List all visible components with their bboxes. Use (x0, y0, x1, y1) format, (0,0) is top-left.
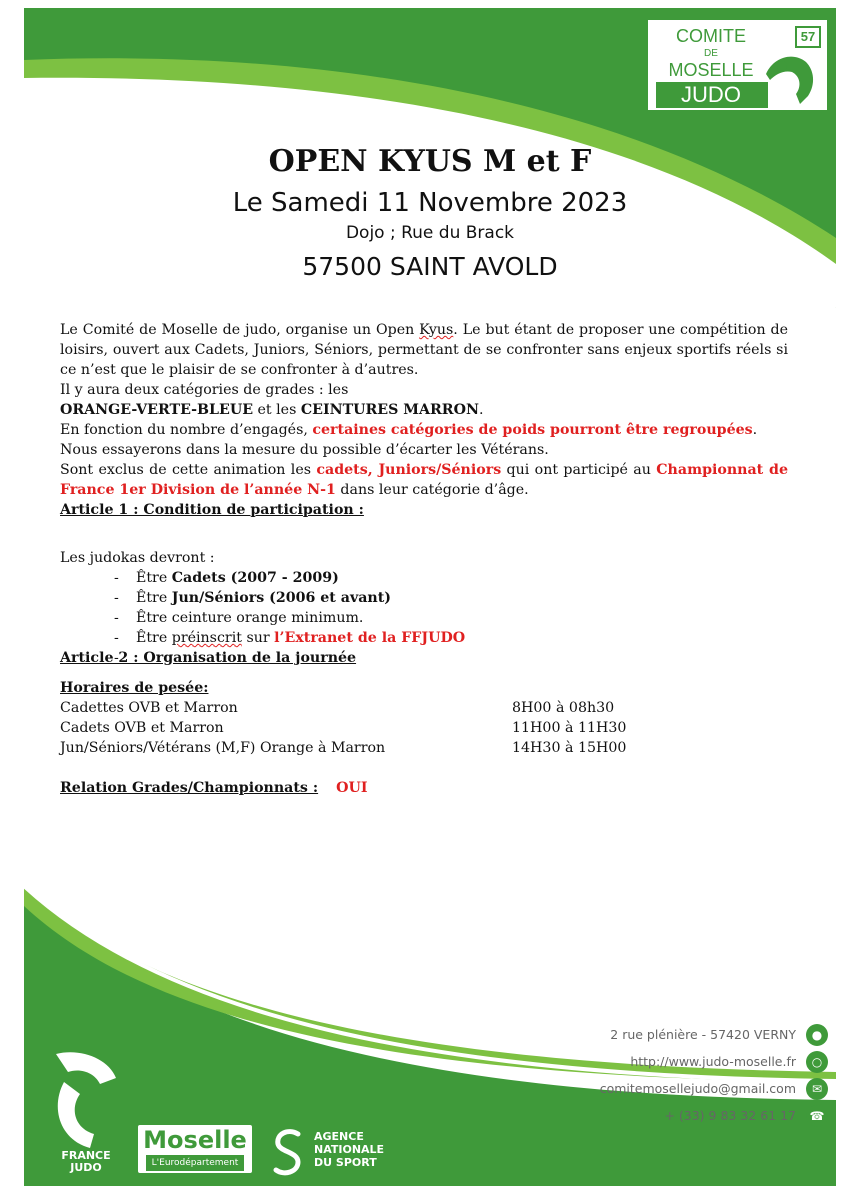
web-icon: ○ (806, 1051, 828, 1073)
venue-line: Dojo ; Rue du Brack (345, 223, 515, 243)
footer-website[interactable]: http://www.judo-moselle.fr (630, 1054, 796, 1069)
france-judo-text: FRANCE JUDO (61, 1149, 111, 1174)
table-row: Cadets OVB et Marron 11H00 à 11H30 (60, 720, 627, 736)
department-number-badge: 57 (795, 26, 821, 48)
logo-line-2: DE (704, 48, 718, 59)
grades-intro: Il y aura deux catégories de grades : les (60, 382, 349, 398)
weight-categories-note: En fonction du nombre d’engagés, certaines catégories de poids pourront être regroupées. (60, 422, 758, 438)
moselle-title: Moselle (143, 1126, 247, 1154)
veterans-note: Nous essayerons dans la mesure du possible d’écarter les Vétérans. (60, 442, 549, 458)
logo-line-1: COMITE (676, 26, 746, 46)
logo-line-3: MOSELLE (668, 60, 754, 80)
email-icon: ✉ (806, 1078, 828, 1100)
article-2-heading: Article 2 : Organisation de la journée (60, 650, 357, 666)
list-item: - Être Jun/Séniors (2006 et avant) (60, 588, 788, 608)
list-item: - Être ceinture orange minimum. (60, 608, 788, 628)
footer-contact (600, 1024, 796, 1132)
judoka-icon (760, 44, 824, 108)
requirements-list (60, 568, 788, 648)
intro-paragraph: Le Comité de Moselle de judo, organise un Open Kyus. Le but étant de proposer une compétition de loisirs, ouvert aux Cadets, Juniors, Séniors, permettant de se confronter sans enjeux sportifs réels si ce n’est que le plaisir de se confronter à d’autres. (60, 322, 788, 378)
moselle-subtitle: L'Eurodépartement (146, 1155, 244, 1171)
list-item: - Être Cadets (2007 - 2009) (60, 568, 788, 588)
page-title: OPEN KYUS M et F (268, 144, 592, 179)
article-1-heading: Article 1 : Condition de participation : (60, 502, 364, 518)
grades-line: ORANGE-VERTE-BLEUE et les CEINTURES MARRON. (60, 402, 484, 418)
agence-nationale-sport-icon (270, 1128, 306, 1178)
footer-phone: + (33) 9 83 32 61 17 (664, 1108, 796, 1123)
footer-icons (806, 1024, 828, 1132)
relation-line: Relation Grades/Championnats : OUI (60, 780, 368, 796)
document-page (24, 8, 836, 1186)
footer-address: 2 rue plénière - 57420 VERNY (610, 1027, 796, 1042)
article-1-lead: Les judokas devront : (60, 550, 215, 566)
document-body (60, 320, 788, 798)
venue-city: 57500 SAINT AVOLD (302, 252, 558, 281)
logo-line-4: JUDO (681, 82, 741, 107)
footer-email[interactable]: comitemosellejudo@gmail.com (599, 1081, 796, 1096)
weigh-in-heading: Horaires de pesée: (60, 680, 209, 696)
location-icon: ● (806, 1024, 828, 1046)
table-row: Cadettes OVB et Marron 8H00 à 08h30 (60, 700, 615, 716)
table-row: Jun/Séniors/Vétérans (M,F) Orange à Marron 14H30 à 15H00 (60, 740, 627, 756)
exclusion-note: Sont exclus de cette animation les cadets, Juniors/Séniors qui ont participé au Championnat de France 1er Division de l’année N-1 dans leur catégorie d’âge. (60, 462, 788, 498)
agence-nationale-sport-text: AGENCE NATIONALE DU SPORT (314, 1130, 385, 1169)
event-date: Le Samedi 11 Novembre 2023 (232, 188, 628, 218)
moselle-logo (136, 1123, 254, 1175)
list-item: - Être préinscrit sur l’Extranet de la FFJUDO (60, 628, 788, 648)
comite-moselle-judo-logo (646, 18, 829, 112)
phone-icon: ☎ (806, 1105, 828, 1127)
